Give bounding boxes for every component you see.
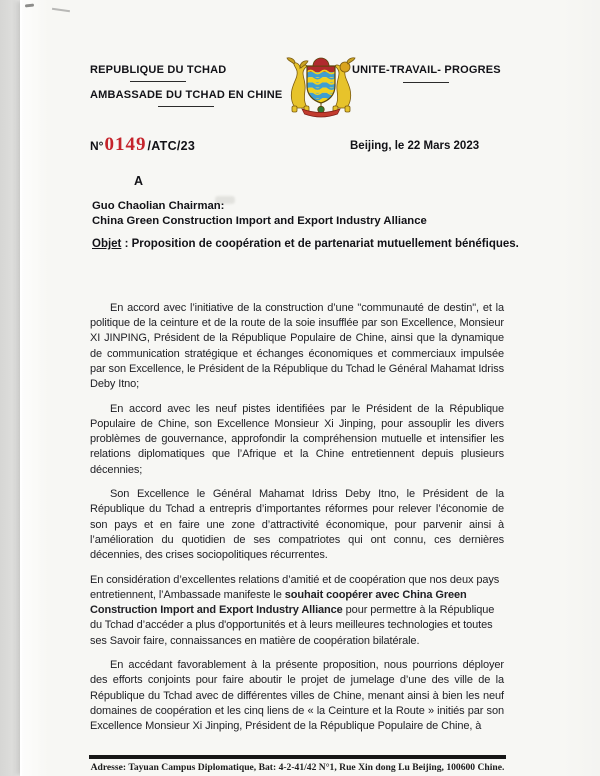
- subject-text: Proposition de coopération et de partenariat mutuellement bénéfiques.: [131, 238, 519, 250]
- letter-body: [90, 301, 504, 744]
- subject-separator: :: [121, 238, 132, 250]
- paragraph-segment: Son Excellence le Général Mahamat Idriss Deby Itno, le Président de la République du Tchad a entrepris d’importantes réformes pour relever l’économie de son pays et en faire une zone d’attractivité économique, pour parvenir ainsi à l’amélioration du quotidien de ses compatriotes qui ont connu, ces dernières décennies, des crises sociopolitiques récurrentes.: [90, 488, 504, 562]
- paragraph-segment: pour permettre à la République du Tchad d’accéder a plus d'opportunités et à leurs meilleures technologies et toutes ses Savoir faire, connaissances en matière de coopération bilatérale.: [90, 604, 495, 647]
- scanned-letter-page: [20, 0, 600, 776]
- letterhead-left: [90, 64, 282, 114]
- body-paragraph: [90, 301, 504, 392]
- reference-suffix: /ATC/23: [147, 139, 196, 153]
- reference-number: [90, 134, 195, 156]
- scan-scratch: [52, 8, 70, 12]
- footer-rule: [89, 755, 506, 759]
- motto: [352, 64, 501, 83]
- recipient-organization: China Green Construction Import and Export Industry Alliance: [92, 215, 427, 227]
- paragraph-segment: En accord avec les neuf pistes identifiées par le Président de la République Populaire de Chine, son Excellence Monsieur Xi Jinping, pour assouplir les divers problèmes de gouvernance, approfondir la compréhension mutuelle et intensifier les relations diplomatiques que l’Afrique et la Chine entretiennent depuis plusieurs décennies;: [90, 402, 504, 476]
- body-paragraph: [90, 402, 504, 478]
- recipient-marker: A: [134, 174, 144, 188]
- header-divider: [158, 106, 214, 107]
- header-divider: [130, 81, 186, 82]
- footer-address: Adresse: Tayuan Campus Diplomatique, Bat: 4-2-41/42 N°1, Rue Xin dong Lu Beijing, 100600 Chine.: [90, 762, 505, 773]
- recipient-block: [92, 199, 427, 229]
- embassy-name-text: AMBASSADE DU TCHAD EN CHINE: [90, 89, 283, 101]
- dateline: Beijing, le 22 Mars 2023: [350, 140, 480, 152]
- country-name: [90, 64, 226, 82]
- motto-text: UNITE-TRAVAIL- PROGRES: [352, 64, 501, 76]
- header-divider: [403, 82, 449, 83]
- body-paragraph: [90, 573, 504, 649]
- scan-speck: [25, 4, 34, 8]
- chad-coat-of-arms-svg: [282, 56, 360, 118]
- paragraph-segment: En accédant favorablement à la présente proposition, nous pourrions déployer des efforts conjoints pour faire aboutir le projet de jumelage d’une des ville de la République du Tchad avec de différentes villes de Chine, menant ainsi à bien les neuf domaines de coopération et les cinq liens de « la Ceinture et la Route » initiés par son Excellence Monsieur Xi Jinping, Président de la République Populaire de Chine, à: [90, 659, 504, 733]
- body-paragraph: [90, 658, 504, 734]
- reference-prefix: N°: [90, 139, 104, 153]
- chad-coat-of-arms-icon: [282, 56, 360, 123]
- country-name-text: REPUBLIQUE DU TCHAD: [90, 64, 227, 76]
- paragraph-segment-bold: souhait coopérer avec China Green Construction Import and Export Industry Alliance: [90, 588, 467, 617]
- embassy-name: [90, 89, 282, 107]
- subject-line: [92, 236, 520, 252]
- paragraph-segment: En considération d’excellentes relations d’amitié et de coopération que nos deux pays entretiennent, l’Ambassade manifeste le: [90, 573, 500, 601]
- subject-label: Objet: [92, 238, 122, 250]
- reference-serial: 0149: [104, 134, 147, 155]
- recipient-name: Guo Chaolian Chairman:: [92, 200, 225, 212]
- body-paragraph: [90, 487, 504, 563]
- paragraph-segment: En accord avec l’initiative de la construction d’une "communauté de destin", et la politique de la ceinture et de la route de la soie insufflée par son Excellence, Monsieur XI JINPING, Président de la République Populaire de Chine, ainsi que la dynamique de communication stratégique et échanges économiques et commerciaux impulsée par son Excellence, le Président de la République du Tchad le Général Mahamat Idriss Deby Itno;: [90, 302, 504, 391]
- letterhead-right: [352, 64, 501, 83]
